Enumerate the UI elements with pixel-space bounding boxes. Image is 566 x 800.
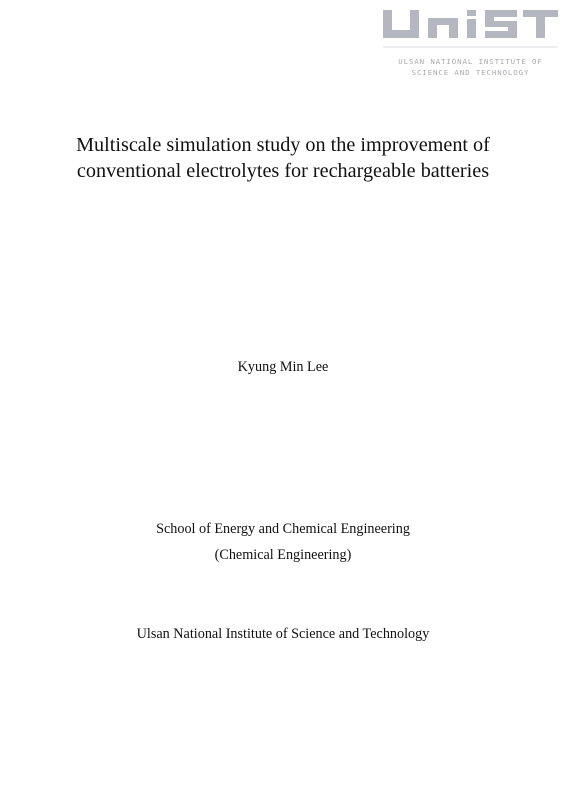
unist-logo	[383, 10, 558, 82]
institution-name: Ulsan National Institute of Science and Technology	[136, 626, 430, 642]
unist-wordmark-icon	[383, 10, 558, 50]
thesis-title-line2: conventional electrolytes for rechargeable batteries	[76, 160, 490, 182]
school-name: School of Energy and Chemical Engineering	[156, 521, 410, 537]
logo-subtitle-line2: SCIENCE AND TECHNOLOGY	[411, 68, 530, 77]
thesis-title	[0, 132, 566, 184]
thesis-title-line1: Multiscale simulation study on the improvement of	[76, 134, 490, 156]
department-name: (Chemical Engineering)	[214, 547, 352, 563]
author-name: Kyung Min Lee	[237, 359, 329, 375]
logo-subtitle-line1: ULSAN NATIONAL INSTITUTE OF	[398, 57, 543, 66]
